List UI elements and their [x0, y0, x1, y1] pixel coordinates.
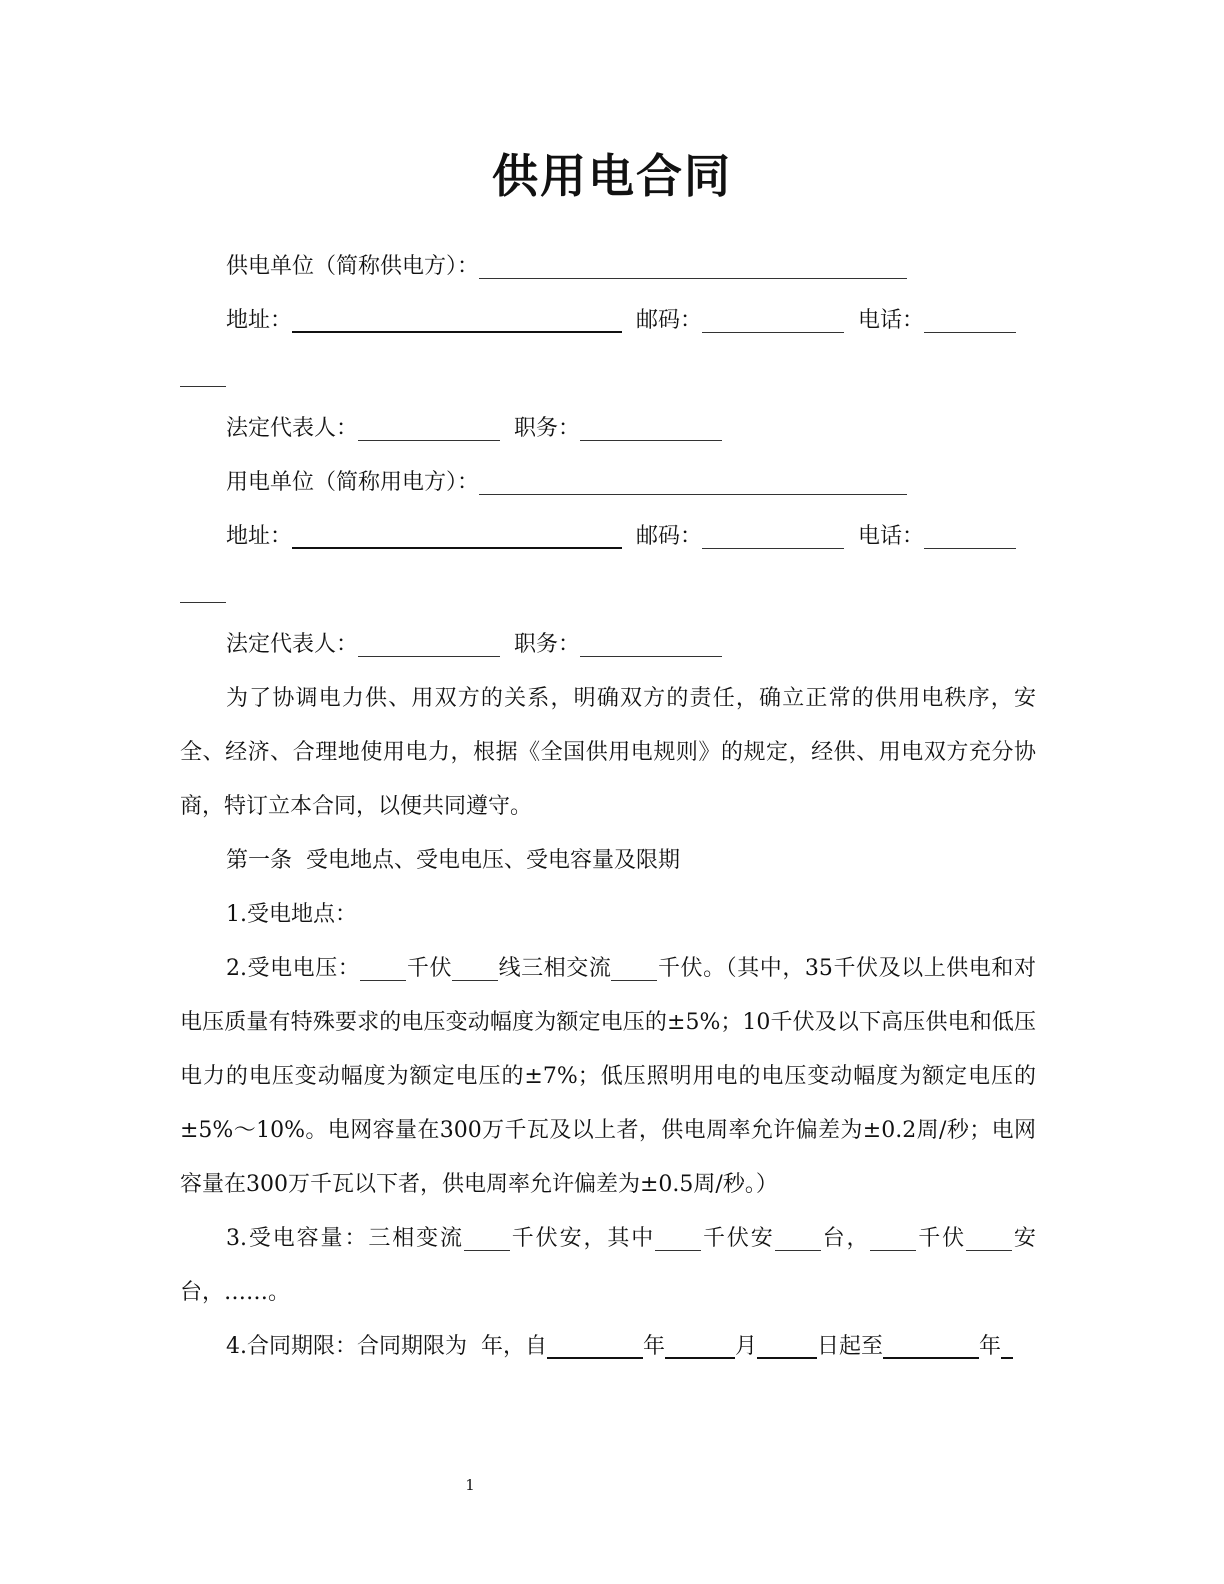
- item2-blank-2[interactable]: [452, 954, 498, 981]
- item2-blank-3[interactable]: [611, 954, 657, 981]
- item3-unit-4: 千伏: [916, 1226, 967, 1251]
- item4-month: 月: [735, 1334, 758, 1359]
- item2-label: 2.受电电压：: [226, 956, 361, 981]
- item3-unit-3: 台，: [820, 1226, 871, 1251]
- item2-unit-3: 千伏。: [657, 956, 726, 981]
- item4-year: 年: [642, 1334, 665, 1359]
- supplier-address-label: 地址：: [226, 308, 293, 333]
- consumer-address-label: 地址：: [226, 524, 293, 549]
- item3-blank-1[interactable]: [464, 1224, 510, 1251]
- consumer-phone-continuation: [180, 564, 1036, 618]
- consumer-unit-line: [180, 456, 1036, 510]
- supplier-position-blank[interactable]: [580, 414, 722, 441]
- supplier-rep-blank[interactable]: [358, 414, 500, 441]
- item3-unit-2: 千伏安: [701, 1226, 775, 1251]
- article1-item3: [180, 1212, 1036, 1320]
- supplier-postcode-label: 邮码：: [636, 308, 703, 333]
- preamble-paragraph: 为了协调电力供、用双方的关系，明确双方的责任，确立正常的供用电秩序，安全、经济、合理地使用电力，根据《全国供用电规则》的规定，经供、用电双方充分协商，特订立本合同，以便共同遵守。: [180, 686, 1036, 819]
- item4-day-to: 日起至: [817, 1334, 884, 1359]
- item2-unit-2: 线三相交流: [498, 956, 612, 981]
- item4-tail-blank[interactable]: [1001, 1331, 1013, 1359]
- consumer-phone-blank[interactable]: [924, 522, 1016, 549]
- consumer-rep-line: [180, 618, 1036, 672]
- item2-note: （其中，35千伏及以上供电和对电压质量有特殊要求的电压变动幅度为额定电压的±5%；10千伏及以下高压供电和低压电力的电压变动幅度为额定电压的±7%；低压照明用电的电压变动幅度为额定电压的±5%～10%。电网容量在300万千瓦及以上者，供电周率允许偏差为±0.2周/秒；电网容量在300万千瓦以下者，供电周率允许偏差为±0.5周/秒。）: [180, 956, 1036, 1197]
- consumer-address-line: [180, 510, 1036, 564]
- consumer-postcode-label: 邮码：: [636, 524, 703, 549]
- document-title: 供用电合同: [492, 149, 732, 203]
- consumer-address-blank[interactable]: [292, 521, 622, 549]
- page-number: 1: [465, 1476, 475, 1494]
- supplier-rep-line: [180, 402, 1036, 456]
- supplier-unit-line: [180, 240, 1036, 294]
- supplier-unit-label: 供电单位（简称供电方）：: [226, 254, 480, 279]
- consumer-phone-label: 电话：: [858, 524, 925, 549]
- item4-day-blank[interactable]: [757, 1331, 817, 1359]
- article1-item4: [180, 1320, 1036, 1374]
- item2-blank-1[interactable]: [360, 954, 406, 981]
- item3-unit-1: 千伏安，其中: [509, 1226, 656, 1251]
- consumer-rep-label: 法定代表人：: [226, 632, 359, 657]
- item4-year2: 年: [979, 1334, 1002, 1359]
- supplier-phone-blank[interactable]: [924, 306, 1016, 333]
- article1-heading: 第一条 受电地点、受电电压、受电容量及限期: [226, 848, 680, 873]
- consumer-unit-label: 用电单位（简称用电方）：: [226, 470, 480, 495]
- supplier-phone-continuation: [180, 348, 1036, 402]
- consumer-postcode-blank[interactable]: [702, 522, 844, 549]
- consumer-position-label: 职务：: [514, 632, 581, 657]
- supplier-address-blank[interactable]: [292, 305, 622, 333]
- item3-blank-4[interactable]: [870, 1224, 916, 1251]
- item4-year2-blank[interactable]: [883, 1331, 979, 1359]
- article1-item1: 1.受电地点：: [226, 902, 357, 927]
- supplier-address-line: [180, 294, 1036, 348]
- article1-item2: [180, 942, 1036, 1212]
- consumer-rep-blank[interactable]: [358, 630, 500, 657]
- item4-month-blank[interactable]: [665, 1331, 735, 1359]
- supplier-rep-label: 法定代表人：: [226, 416, 359, 441]
- item2-unit-1: 千伏: [406, 956, 453, 981]
- item3-blank-3[interactable]: [775, 1224, 821, 1251]
- consumer-phone-blank-cont[interactable]: [180, 576, 226, 603]
- item3-unit-5: 安台，……。: [180, 1226, 1036, 1305]
- item4-label: 4.合同期限：合同期限为 年，自: [226, 1334, 547, 1359]
- supplier-postcode-blank[interactable]: [702, 306, 844, 333]
- item3-blank-2[interactable]: [655, 1224, 701, 1251]
- item3-label: 3.受电容量：三相变流: [226, 1226, 464, 1251]
- consumer-unit-blank[interactable]: [479, 468, 907, 495]
- supplier-phone-label: 电话：: [858, 308, 925, 333]
- supplier-unit-blank[interactable]: [479, 252, 907, 279]
- item4-year-blank[interactable]: [547, 1331, 643, 1359]
- supplier-phone-blank-cont[interactable]: [180, 360, 226, 387]
- consumer-position-blank[interactable]: [580, 630, 722, 657]
- item3-blank-5[interactable]: [966, 1224, 1012, 1251]
- contract-body: [180, 240, 1036, 1374]
- supplier-position-label: 职务：: [514, 416, 581, 441]
